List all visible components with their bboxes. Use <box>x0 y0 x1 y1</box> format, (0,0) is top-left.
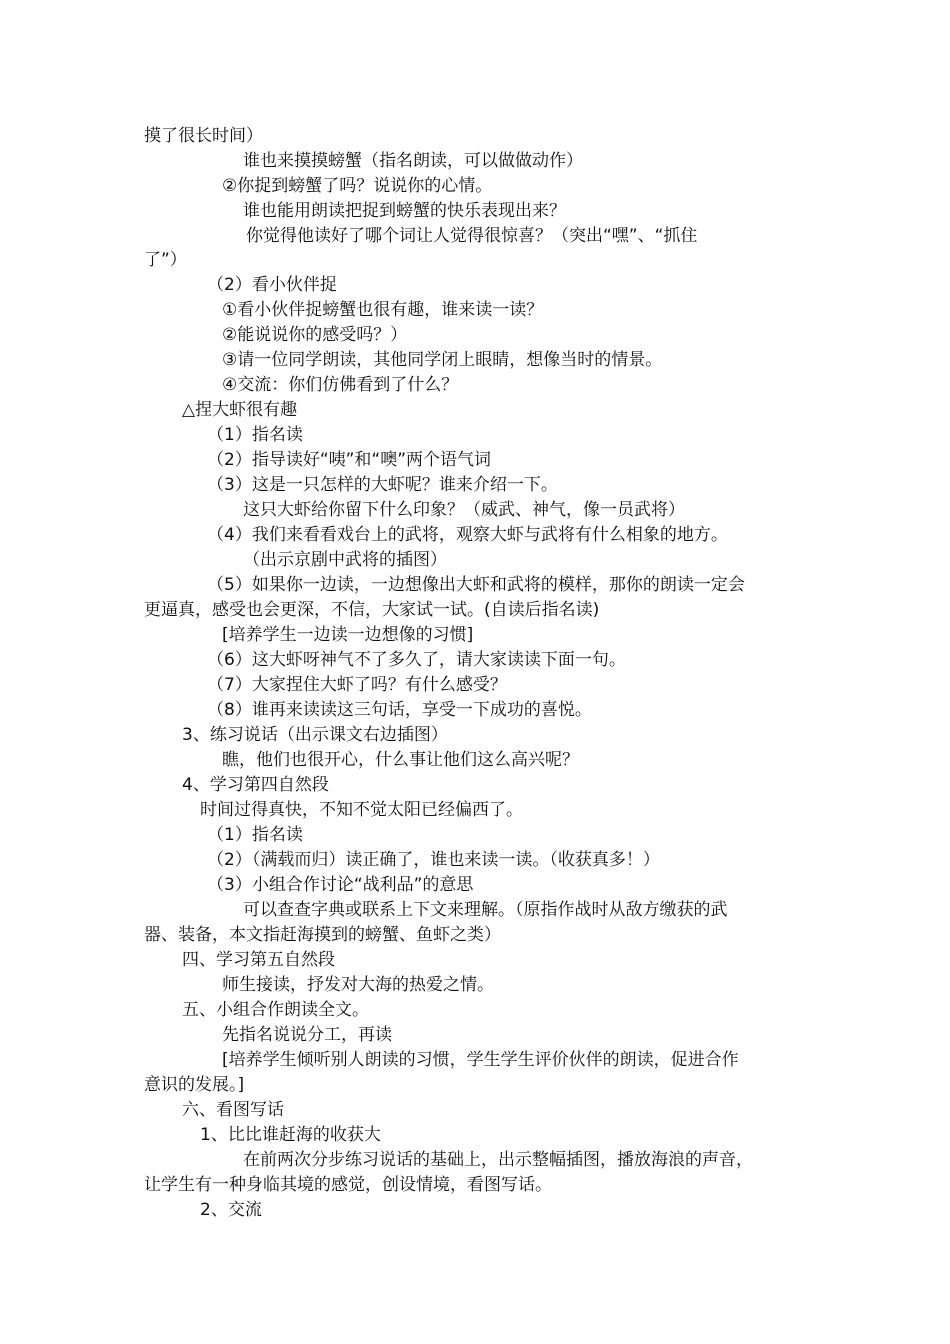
text-line: 六、看图写话 <box>182 1100 284 1120</box>
text-line: 2、交流 <box>200 1200 262 1220</box>
text-line: 可以查查字典或联系上下文来理解。（原指作战时从敌方缴获的武 <box>243 900 728 920</box>
text-line: [培养学生一边读一边想像的习惯] <box>222 625 474 645</box>
text-line: 先指名说说分工，再读 <box>222 1025 392 1045</box>
text-line: 了”） <box>144 250 187 270</box>
text-line: 瞧，他们也很开心，什么事让他们这么高兴呢？ <box>222 750 579 770</box>
text-line: ②你捉到螃蟹了吗？说说你的心情。 <box>222 176 493 196</box>
text-line: （5）如果你一边读，一边想像出大虾和武将的模样，那你的朗读一定会 <box>207 575 745 595</box>
text-line: （2）（满载而归）读正确了，谁也来读一读。（收获真多！） <box>207 850 660 870</box>
text-line: 更逼真，感受也会更深，不信，大家试一试。(自读后指名读) <box>144 600 600 620</box>
text-line: 4、学习第四自然段 <box>182 775 329 795</box>
text-line: 摸了很长时间） <box>144 126 263 146</box>
text-line: 器、装备，本文指赶海摸到的螃蟹、鱼虾之类） <box>144 925 501 945</box>
text-line: （3）这是一只怎样的大虾呢？谁来介绍一下。 <box>207 475 558 495</box>
text-line: 谁也能用朗读把捉到螃蟹的快乐表现出来？ <box>243 201 566 221</box>
text-line: 3、练习说话（出示课文右边插图） <box>182 725 448 745</box>
text-line: （7）大家捏住大虾了吗？有什么感受？ <box>207 675 507 695</box>
text-line: ③请一位同学朗读，其他同学闭上眼睛，想像当时的情景。 <box>222 350 663 370</box>
text-line: 时间过得真快，不知不觉太阳已经偏西了。 <box>200 800 523 820</box>
text-line: （8）谁再来读读这三句话，享受一下成功的喜悦。 <box>207 700 592 720</box>
text-line: △捏大虾很有趣 <box>182 400 298 420</box>
text-line: 谁也来摸摸螃蟹（指名朗读，可以做做动作） <box>243 151 583 171</box>
text-line: [培养学生倾听别人朗读的习惯，学生学生评价伙伴的朗读，促进合作 <box>222 1050 739 1070</box>
text-line: 四、学习第五自然段 <box>182 950 335 970</box>
text-line: （6）这大虾呀神气不了多久了，请大家读读下面一句。 <box>207 650 626 670</box>
text-line: （2）指导读好“咦”和“噢”两个语气词 <box>207 450 492 470</box>
text-line: （出示京剧中武将的插图） <box>243 550 447 570</box>
text-line: 这只大虾给你留下什么印象？（威武、神气，像一员武将） <box>243 500 685 520</box>
text-line: 让学生有一种身临其境的感觉，创设情境，看图写话。 <box>144 1175 552 1195</box>
text-line: 师生接读，抒发对大海的热爱之情。 <box>222 975 494 995</box>
text-line: 意识的发展。] <box>144 1075 245 1095</box>
text-line: 你觉得他读好了哪个词让人觉得很惊喜？（突出“嘿”、“抓住 <box>246 226 698 246</box>
text-line: （1）指名读 <box>207 825 303 845</box>
text-line: ②能说说你的感受吗？） <box>222 325 408 345</box>
text-line: （1）指名读 <box>207 425 303 445</box>
text-line: （2）看小伙伴捉 <box>207 275 337 295</box>
text-line: ④交流：你们仿佛看到了什么？ <box>222 375 459 395</box>
text-line: （3）小组合作讨论“战利品”的意思 <box>207 875 474 895</box>
text-line: 在前两次分步练习说话的基础上，出示整幅插图，播放海浪的声音， <box>243 1150 753 1170</box>
text-line: （4）我们来看看戏台上的武将，观察大虾与武将有什么相象的地方。 <box>207 525 728 545</box>
text-line: ①看小伙伴捉螃蟹也很有趣，谁来读一读？ <box>222 300 544 320</box>
text-line: 五、小组合作朗读全文。 <box>182 1000 369 1020</box>
text-line: 1、比比谁赶海的收获大 <box>200 1125 381 1145</box>
